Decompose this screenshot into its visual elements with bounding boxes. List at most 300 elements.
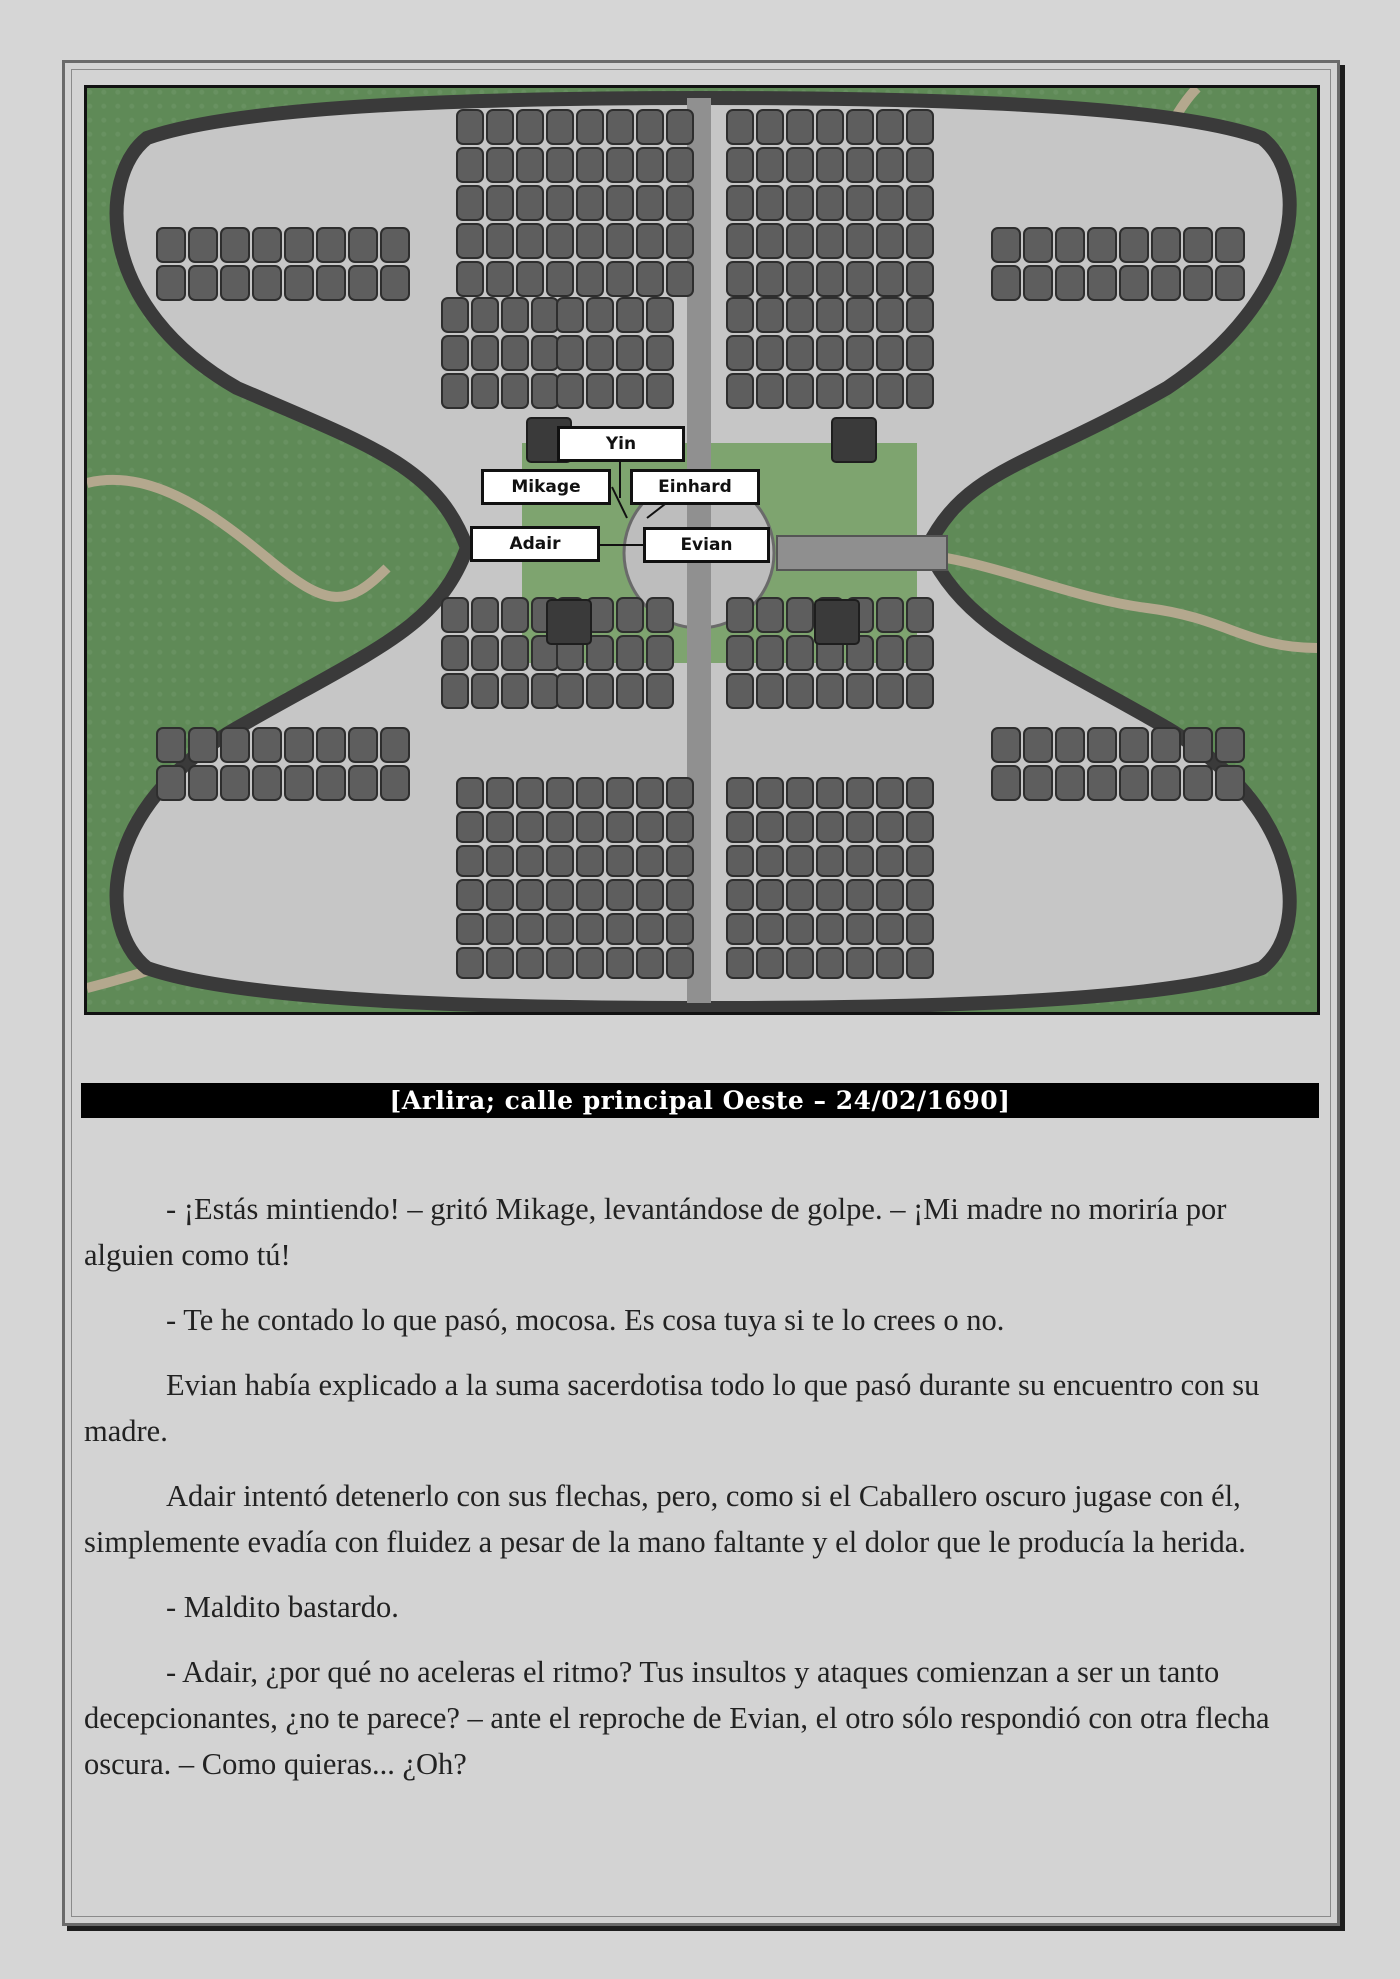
building-block — [1056, 266, 1084, 300]
building-block — [847, 914, 873, 944]
building-block — [847, 148, 873, 182]
building-block — [907, 336, 933, 370]
story-paragraph: - ¡Estás mintiendo! – gritó Mikage, levantándose de golpe. – ¡Mi madre no moriría por alguien como tú! — [84, 1192, 1227, 1272]
building-block — [577, 846, 603, 876]
building-block — [457, 186, 483, 220]
building-block — [907, 778, 933, 808]
building-block — [577, 948, 603, 978]
building-block — [877, 186, 903, 220]
building-block — [1120, 228, 1148, 262]
building-block — [647, 336, 673, 370]
building-block — [817, 948, 843, 978]
building-block — [847, 110, 873, 144]
building-block — [442, 374, 468, 408]
building-block — [992, 266, 1020, 300]
building-block — [907, 674, 933, 708]
building-block — [253, 228, 281, 262]
building-block — [847, 674, 873, 708]
building-block — [381, 766, 409, 800]
building-block — [757, 336, 783, 370]
building-block — [847, 948, 873, 978]
building-block — [1088, 766, 1116, 800]
building-block — [457, 914, 483, 944]
building-block — [1184, 228, 1212, 262]
building-block — [787, 948, 813, 978]
building-block — [381, 266, 409, 300]
map-road — [87, 480, 387, 597]
building-block — [907, 298, 933, 332]
building-block — [787, 186, 813, 220]
building-block — [877, 374, 903, 408]
main-street — [777, 536, 947, 570]
building-block — [667, 262, 693, 296]
building-block — [647, 598, 673, 632]
building-block — [557, 336, 583, 370]
building-block — [502, 298, 528, 332]
building-block — [557, 674, 583, 708]
building-block — [727, 262, 753, 296]
building-block — [457, 812, 483, 842]
building-block — [547, 110, 573, 144]
building-block — [487, 846, 513, 876]
building-block — [577, 148, 603, 182]
building-block — [285, 766, 313, 800]
building-block — [787, 148, 813, 182]
building-block — [607, 812, 633, 842]
building-block — [992, 766, 1020, 800]
building-block — [221, 228, 249, 262]
building-block — [637, 948, 663, 978]
building-block — [577, 186, 603, 220]
label-evian: Evian — [643, 527, 770, 563]
building-block — [907, 636, 933, 670]
building-block — [877, 914, 903, 944]
building-block — [727, 674, 753, 708]
building-block — [607, 778, 633, 808]
building-block — [727, 224, 753, 258]
building-block — [907, 812, 933, 842]
building-block — [787, 598, 813, 632]
building-block — [349, 228, 377, 262]
building-block — [472, 336, 498, 370]
building-block — [847, 224, 873, 258]
building-block — [757, 186, 783, 220]
building-block — [189, 766, 217, 800]
building-block — [907, 110, 933, 144]
building-block — [487, 262, 513, 296]
building-block — [617, 298, 643, 332]
building-block — [317, 766, 345, 800]
building-block — [547, 948, 573, 978]
building-block — [727, 812, 753, 842]
building-block — [817, 778, 843, 808]
building-block — [487, 186, 513, 220]
building-block — [607, 148, 633, 182]
building-block — [457, 880, 483, 910]
building-block — [757, 598, 783, 632]
building-block — [157, 728, 185, 762]
building-block — [1216, 728, 1244, 762]
building-block — [787, 262, 813, 296]
building-block — [847, 262, 873, 296]
building-block — [285, 728, 313, 762]
building-block — [667, 880, 693, 910]
building-block — [727, 636, 753, 670]
building-block — [757, 846, 783, 876]
building-block — [532, 298, 558, 332]
building-block — [1120, 766, 1148, 800]
building-block — [637, 778, 663, 808]
building-block — [637, 914, 663, 944]
building-block — [517, 914, 543, 944]
building-block — [877, 674, 903, 708]
building-block — [817, 674, 843, 708]
building-block — [487, 948, 513, 978]
building-block — [727, 298, 753, 332]
building-block — [787, 636, 813, 670]
building-block — [727, 110, 753, 144]
building-block — [667, 148, 693, 182]
story-paragraph: Adair intentó detenerlo con sus flechas, pero, como si el Caballero oscuro jugase con él, simplemente evadía con fluidez a pesar de la mano faltante y el dolor que le producía la herida. — [84, 1479, 1246, 1559]
building-block — [1152, 728, 1180, 762]
building-block — [907, 948, 933, 978]
building-block — [787, 336, 813, 370]
building-block — [349, 266, 377, 300]
wooded-plot — [832, 418, 876, 462]
building-block — [877, 598, 903, 632]
building-block — [647, 298, 673, 332]
building-block — [517, 224, 543, 258]
building-block — [847, 186, 873, 220]
building-block — [547, 812, 573, 842]
building-block — [817, 880, 843, 910]
building-block — [517, 778, 543, 808]
building-block — [877, 948, 903, 978]
building-block — [787, 674, 813, 708]
building-block — [877, 224, 903, 258]
building-block — [727, 880, 753, 910]
label-adair: Adair — [470, 526, 600, 562]
story-paragraph: - Te he contado lo que pasó, mocosa. Es cosa tuya si te lo crees o no. — [166, 1303, 1005, 1337]
building-block — [472, 374, 498, 408]
building-block — [381, 228, 409, 262]
building-block — [757, 262, 783, 296]
building-block — [189, 228, 217, 262]
building-block — [617, 598, 643, 632]
label-mikage: Mikage — [481, 469, 611, 505]
building-block — [667, 948, 693, 978]
building-block — [587, 674, 613, 708]
building-block — [757, 148, 783, 182]
building-block — [157, 266, 185, 300]
building-block — [667, 224, 693, 258]
building-block — [727, 778, 753, 808]
building-block — [442, 636, 468, 670]
building-block — [817, 186, 843, 220]
building-block — [1024, 266, 1052, 300]
building-block — [817, 336, 843, 370]
building-block — [617, 336, 643, 370]
building-block — [457, 948, 483, 978]
building-block — [442, 336, 468, 370]
building-block — [817, 846, 843, 876]
building-block — [547, 186, 573, 220]
building-block — [727, 186, 753, 220]
building-block — [877, 262, 903, 296]
building-block — [487, 110, 513, 144]
building-block — [727, 948, 753, 978]
building-block — [1088, 228, 1116, 262]
building-block — [285, 228, 313, 262]
building-block — [1152, 266, 1180, 300]
building-block — [877, 778, 903, 808]
building-block — [285, 266, 313, 300]
building-block — [517, 846, 543, 876]
building-block — [577, 914, 603, 944]
building-block — [487, 880, 513, 910]
building-block — [472, 636, 498, 670]
building-block — [189, 266, 217, 300]
building-block — [907, 880, 933, 910]
building-block — [517, 148, 543, 182]
building-block — [557, 298, 583, 332]
building-block — [532, 374, 558, 408]
building-block — [1088, 266, 1116, 300]
building-block — [787, 914, 813, 944]
building-block — [757, 948, 783, 978]
building-block — [457, 846, 483, 876]
building-block — [817, 224, 843, 258]
building-block — [1152, 228, 1180, 262]
building-block — [647, 374, 673, 408]
building-block — [442, 298, 468, 332]
building-block — [517, 880, 543, 910]
building-block — [532, 336, 558, 370]
building-block — [157, 228, 185, 262]
building-block — [787, 374, 813, 408]
building-block — [847, 374, 873, 408]
building-block — [847, 298, 873, 332]
building-block — [487, 148, 513, 182]
building-block — [787, 224, 813, 258]
building-block — [1184, 728, 1212, 762]
building-block — [1056, 228, 1084, 262]
building-block — [502, 598, 528, 632]
building-block — [817, 374, 843, 408]
building-block — [847, 778, 873, 808]
building-block — [907, 148, 933, 182]
building-block — [607, 914, 633, 944]
building-block — [877, 846, 903, 876]
building-block — [877, 148, 903, 182]
building-block — [817, 812, 843, 842]
building-block — [607, 186, 633, 220]
building-block — [637, 224, 663, 258]
building-block — [1088, 728, 1116, 762]
building-block — [457, 110, 483, 144]
story-paragraph: - Adair, ¿por qué no aceleras el ritmo? Tus insultos y ataques comienzan a ser un tanto decepcionantes, ¿no te parece? – ante el reproche de Evian, el otro sólo respondió con otra flecha oscura. – Como quieras... ¿Oh? — [84, 1655, 1270, 1781]
building-block — [502, 674, 528, 708]
building-block — [1216, 266, 1244, 300]
building-block — [472, 298, 498, 332]
building-block — [587, 336, 613, 370]
building-block — [607, 110, 633, 144]
building-block — [253, 266, 281, 300]
building-block — [637, 110, 663, 144]
building-block — [637, 262, 663, 296]
building-block — [547, 148, 573, 182]
building-block — [637, 186, 663, 220]
building-block — [317, 728, 345, 762]
building-block — [577, 812, 603, 842]
building-block — [877, 110, 903, 144]
building-block — [253, 766, 281, 800]
label-yin: Yin — [557, 426, 685, 462]
building-block — [757, 914, 783, 944]
building-block — [221, 728, 249, 762]
building-block — [617, 636, 643, 670]
building-block — [727, 846, 753, 876]
building-block — [787, 778, 813, 808]
building-block — [847, 336, 873, 370]
building-block — [907, 374, 933, 408]
story-paragraph: - Maldito bastardo. — [166, 1590, 399, 1624]
building-block — [157, 766, 185, 800]
building-block — [457, 148, 483, 182]
building-block — [757, 298, 783, 332]
building-block — [517, 812, 543, 842]
building-block — [607, 948, 633, 978]
building-block — [787, 110, 813, 144]
city-map — [84, 85, 1320, 1015]
building-block — [667, 846, 693, 876]
building-block — [381, 728, 409, 762]
building-block — [787, 880, 813, 910]
building-block — [532, 674, 558, 708]
building-block — [817, 298, 843, 332]
building-block — [727, 374, 753, 408]
building-block — [587, 374, 613, 408]
building-block — [727, 914, 753, 944]
building-block — [667, 812, 693, 842]
building-block — [667, 778, 693, 808]
building-block — [607, 846, 633, 876]
building-block — [517, 262, 543, 296]
building-block — [1184, 766, 1212, 800]
building-block — [557, 374, 583, 408]
building-block — [757, 110, 783, 144]
building-block — [472, 674, 498, 708]
building-block — [1184, 266, 1212, 300]
building-block — [757, 812, 783, 842]
building-block — [817, 262, 843, 296]
building-block — [817, 110, 843, 144]
building-block — [1024, 728, 1052, 762]
building-block — [647, 674, 673, 708]
building-block — [787, 298, 813, 332]
building-block — [1056, 766, 1084, 800]
building-block — [877, 336, 903, 370]
building-block — [907, 598, 933, 632]
building-block — [907, 262, 933, 296]
building-block — [457, 224, 483, 258]
label-einhard: Einhard — [630, 469, 760, 505]
building-block — [487, 812, 513, 842]
building-block — [667, 914, 693, 944]
building-block — [487, 914, 513, 944]
building-block — [1120, 728, 1148, 762]
building-block — [877, 812, 903, 842]
building-block — [1024, 228, 1052, 262]
building-block — [907, 186, 933, 220]
building-block — [757, 374, 783, 408]
building-block — [617, 374, 643, 408]
building-block — [253, 728, 281, 762]
building-block — [877, 298, 903, 332]
building-block — [637, 846, 663, 876]
building-block — [1120, 266, 1148, 300]
building-block — [502, 374, 528, 408]
story-paragraph: Evian había explicado a la suma sacerdotisa todo lo que pasó durante su encuentro con su madre. — [84, 1368, 1260, 1448]
building-block — [907, 846, 933, 876]
building-block — [637, 812, 663, 842]
building-block — [877, 636, 903, 670]
building-block — [502, 336, 528, 370]
building-block — [847, 812, 873, 842]
building-block — [221, 766, 249, 800]
building-block — [517, 186, 543, 220]
building-block — [1152, 766, 1180, 800]
building-block — [189, 728, 217, 762]
building-block — [472, 598, 498, 632]
building-block — [1216, 228, 1244, 262]
building-block — [457, 778, 483, 808]
building-block — [547, 880, 573, 910]
building-block — [317, 228, 345, 262]
wooded-plot — [547, 600, 591, 644]
building-block — [502, 636, 528, 670]
building-block — [577, 880, 603, 910]
building-block — [847, 846, 873, 876]
story-text — [84, 1186, 1294, 1806]
building-block — [577, 262, 603, 296]
building-block — [787, 846, 813, 876]
building-block — [757, 224, 783, 258]
building-block — [487, 778, 513, 808]
building-block — [757, 880, 783, 910]
building-block — [757, 674, 783, 708]
building-block — [577, 778, 603, 808]
building-block — [907, 224, 933, 258]
building-block — [667, 186, 693, 220]
building-block — [1216, 766, 1244, 800]
building-block — [727, 336, 753, 370]
wooded-plot — [815, 600, 859, 644]
building-block — [907, 914, 933, 944]
building-block — [617, 674, 643, 708]
building-block — [817, 148, 843, 182]
building-block — [547, 224, 573, 258]
building-block — [547, 914, 573, 944]
building-block — [607, 262, 633, 296]
location-banner: [Arlira; calle principal Oeste – 24/02/1690] — [81, 1083, 1319, 1118]
building-block — [607, 224, 633, 258]
building-block — [877, 880, 903, 910]
building-block — [547, 262, 573, 296]
building-block — [349, 728, 377, 762]
building-block — [757, 636, 783, 670]
building-block — [517, 948, 543, 978]
